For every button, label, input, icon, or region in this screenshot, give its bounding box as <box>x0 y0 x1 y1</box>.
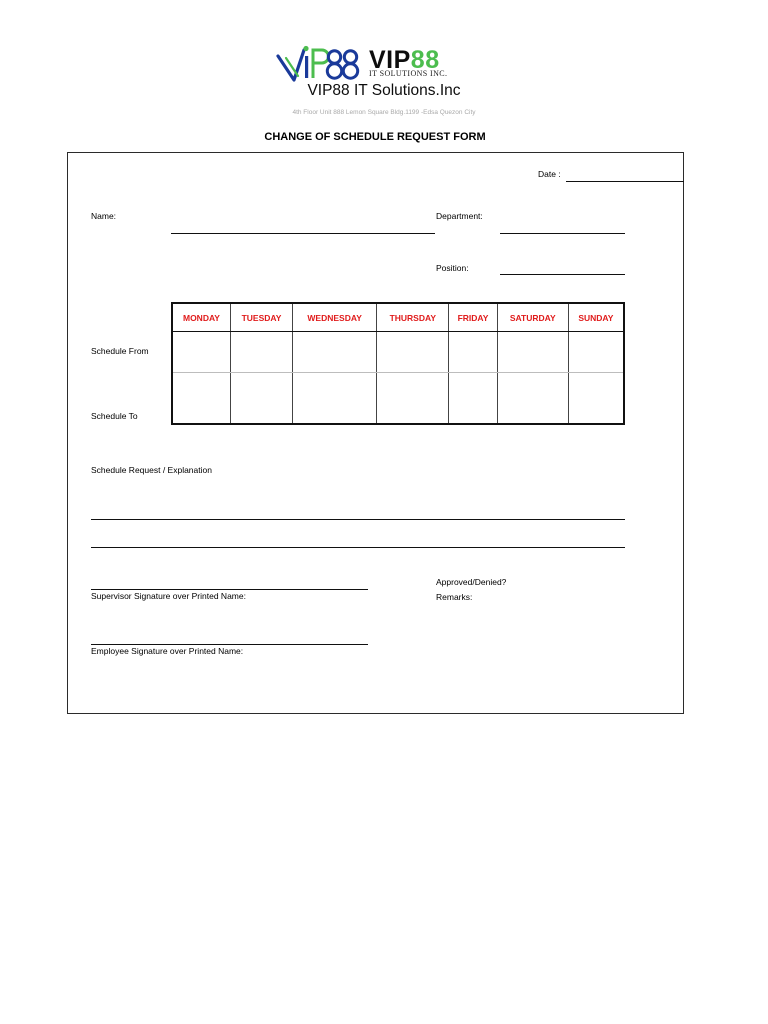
day-header-monday: MONDAY <box>172 303 230 332</box>
position-label: Position: <box>436 263 469 273</box>
request-explanation-label: Schedule Request / Explanation <box>91 465 212 475</box>
schedule-from-label: Schedule From <box>91 346 149 356</box>
department-field[interactable] <box>500 233 625 234</box>
schedule-to-thursday-cell[interactable] <box>377 373 449 425</box>
schedule-to-tuesday-cell[interactable] <box>230 373 292 425</box>
schedule-to-wednesday-cell[interactable] <box>293 373 377 425</box>
approved-denied-label: Approved/Denied? <box>436 577 507 587</box>
date-label: Date : <box>538 169 561 179</box>
supervisor-signature-label: Supervisor Signature over Printed Name: <box>91 591 246 601</box>
schedule-to-monday-cell[interactable] <box>172 373 230 425</box>
schedule-from-wednesday-cell[interactable] <box>293 332 377 373</box>
schedule-to-label: Schedule To <box>91 411 138 421</box>
day-header-saturday: SATURDAY <box>497 303 568 332</box>
schedule-header-row <box>172 303 624 332</box>
remarks-label: Remarks: <box>436 592 473 602</box>
day-header-sunday: SUNDAY <box>568 303 624 332</box>
logo-wordmark-vip: VIP <box>369 46 411 74</box>
position-field[interactable] <box>500 274 625 275</box>
explanation-line-1[interactable] <box>91 519 625 520</box>
form-title: CHANGE OF SCHEDULE REQUEST FORM <box>264 131 486 143</box>
day-header-tuesday: TUESDAY <box>230 303 292 332</box>
date-field[interactable] <box>566 181 684 182</box>
supervisor-signature-line[interactable] <box>91 589 368 590</box>
name-label: Name: <box>91 211 117 221</box>
department-label: Department: <box>436 211 483 221</box>
employee-signature-label: Employee Signature over Printed Name: <box>91 646 244 656</box>
schedule-to-saturday-cell[interactable] <box>497 373 568 425</box>
explanation-line-2[interactable] <box>91 547 625 548</box>
schedule-from-friday-cell[interactable] <box>449 332 497 373</box>
day-header-friday: FRIDAY <box>449 303 497 332</box>
name-field[interactable] <box>171 233 435 234</box>
company-address: 4th Floor Unit 888 Lemon Square Bldg.1199 -Edsa Quezon City <box>292 109 476 116</box>
logo-subtitle: IT SOLUTIONS INC. <box>369 69 448 78</box>
company-name: VIP88 IT Solutions.Inc <box>307 82 461 99</box>
form-frame <box>67 152 684 714</box>
schedule-from-saturday-cell[interactable] <box>497 332 568 373</box>
schedule-to-friday-cell[interactable] <box>449 373 497 425</box>
schedule-from-monday-cell[interactable] <box>172 332 230 373</box>
day-header-thursday: THURSDAY <box>377 303 449 332</box>
schedule-from-row <box>172 332 624 373</box>
employee-signature-line[interactable] <box>91 644 368 645</box>
schedule-table <box>171 302 625 425</box>
logo-wordmark-88: 88 <box>410 46 440 74</box>
schedule-to-row <box>172 373 624 425</box>
schedule-from-tuesday-cell[interactable] <box>230 332 292 373</box>
schedule-to-sunday-cell[interactable] <box>568 373 624 425</box>
schedule-from-sunday-cell[interactable] <box>568 332 624 373</box>
schedule-from-thursday-cell[interactable] <box>377 332 449 373</box>
day-header-wednesday: WEDNESDAY <box>293 303 377 332</box>
